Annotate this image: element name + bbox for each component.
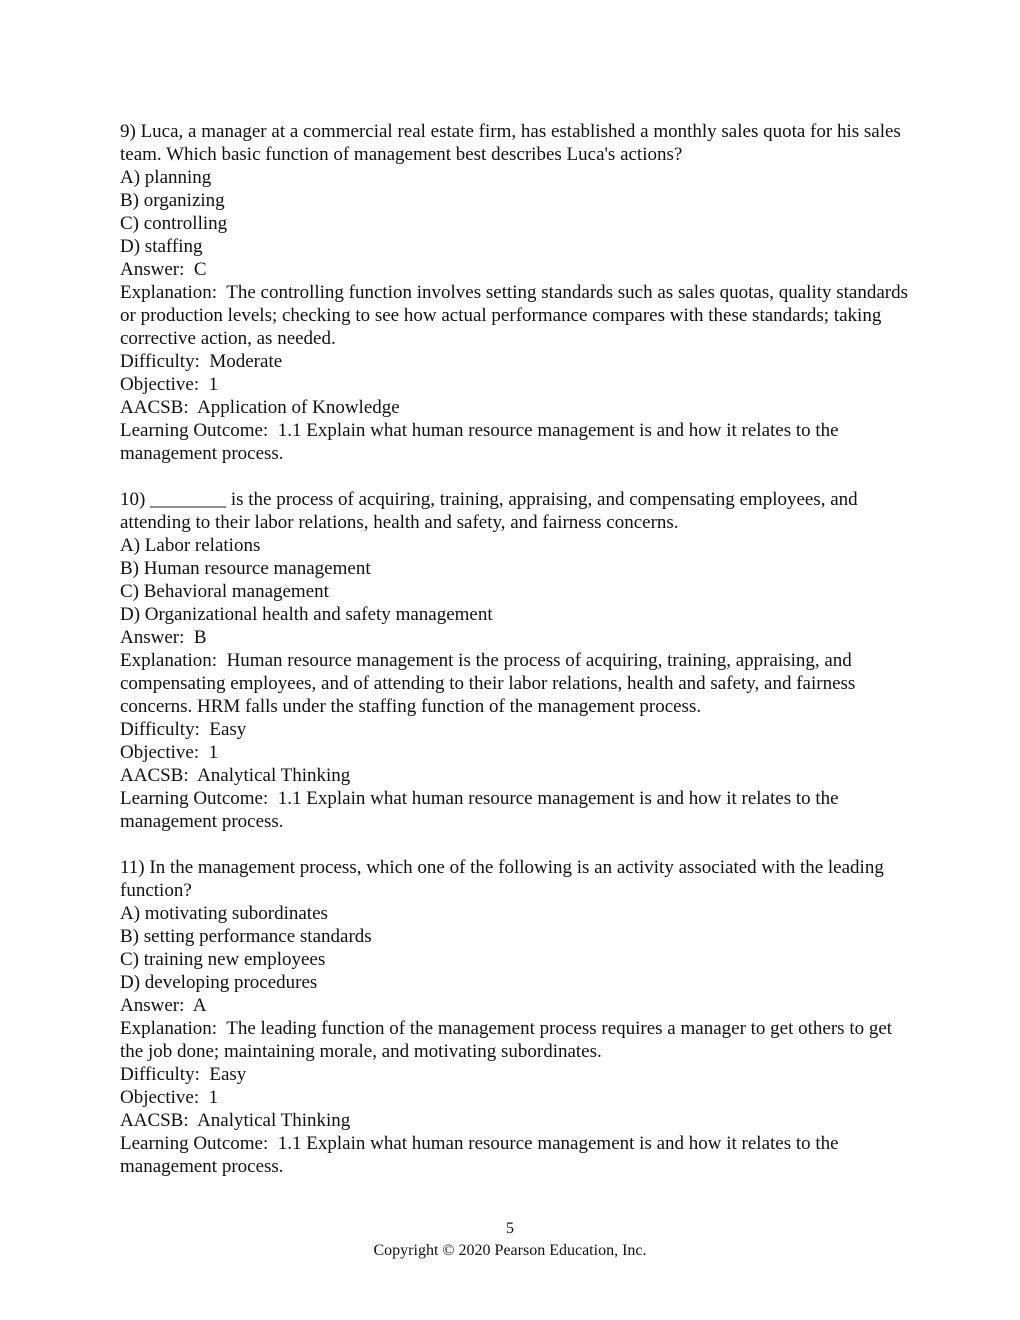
explanation: Explanation: The controlling function involves setting standards such as sales quotas, quality standards or production levels; checking to see how actual performance compares with these standards; taking corrective action, as needed. [120,282,913,349]
copyright-notice: Copyright © 2020 Pearson Education, Inc. [373,1242,647,1259]
option-d: D) developing procedures [120,972,318,993]
aacsb: AACSB: Analytical Thinking [120,1110,351,1131]
question-10 [120,488,910,833]
option-c: C) controlling [120,213,228,234]
answer: Answer: C [120,259,207,280]
option-b: B) organizing [120,190,225,211]
objective: Objective: 1 [120,742,219,763]
option-b: B) Human resource management [120,558,371,579]
page-body [120,120,913,1178]
learning-outcome: Learning Outcome: 1.1 Explain what human resource management is and how it relates to the management process. [120,1133,844,1177]
option-d: D) Organizational health and safety management [120,604,493,625]
explanation: Explanation: The leading function of the management process requires a manager to get others to get the job done; maintaining morale, and motivating subordinates. [120,1018,897,1062]
explanation: Explanation: Human resource management is the process of acquiring, training, appraising, and compensating employees, and of attending to their labor relations, health and safety, and fairness concerns. HRM falls under the staffing function of the management process. [120,650,861,717]
option-a: A) planning [120,167,212,188]
answer: Answer: B [120,627,207,648]
question-stem: 11) In the management process, which one of the following is an activity associated with the leading function? [120,857,889,901]
option-a: A) motivating subordinates [120,903,328,924]
question-stem: 10) ________ is the process of acquiring, training, appraising, and compensating employees, and attending to their labor relations, health and safety, and fairness concerns. [120,489,863,533]
difficulty: Difficulty: Moderate [120,351,283,372]
option-d: D) staffing [120,236,203,257]
option-b: B) setting performance standards [120,926,372,947]
aacsb: AACSB: Application of Knowledge [120,397,400,418]
option-a: A) Labor relations [120,535,261,556]
aacsb: AACSB: Analytical Thinking [120,765,351,786]
difficulty: Difficulty: Easy [120,719,247,740]
option-c: C) training new employees [120,949,326,970]
learning-outcome: Learning Outcome: 1.1 Explain what human resource management is and how it relates to the management process. [120,420,844,464]
learning-outcome: Learning Outcome: 1.1 Explain what human resource management is and how it relates to the management process. [120,788,844,832]
page-footer [0,1218,1020,1262]
difficulty: Difficulty: Easy [120,1064,247,1085]
objective: Objective: 1 [120,1087,219,1108]
option-c: C) Behavioral management [120,581,329,602]
answer: Answer: A [120,995,207,1016]
question-stem: 9) Luca, a manager at a commercial real estate firm, has established a monthly sales quota for his sales team. Which basic function of management best describes Luca's actions? [120,121,906,165]
objective: Objective: 1 [120,374,219,395]
question-11 [120,856,910,1178]
page-number: 5 [506,1220,514,1237]
question-9 [120,120,913,465]
